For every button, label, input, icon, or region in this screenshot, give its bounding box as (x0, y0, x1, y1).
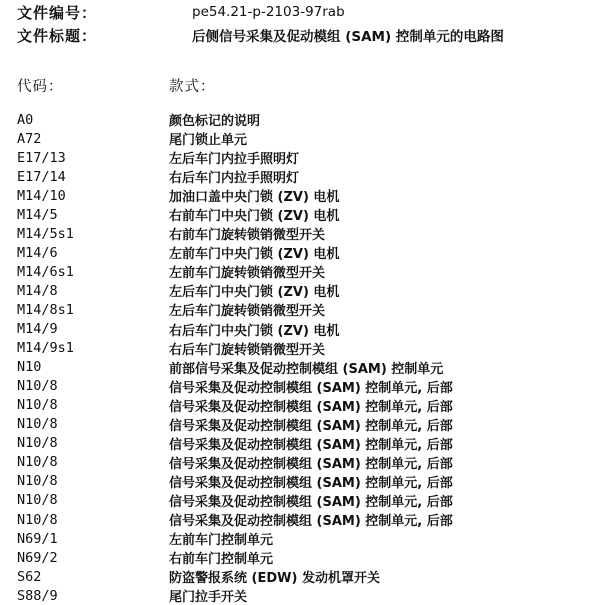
list-item (17, 224, 597, 243)
component-code: E17/14 (17, 168, 66, 185)
list-item (17, 510, 597, 529)
list-item (17, 453, 597, 472)
file-number-value: pe54.21-p-2103-97rab (192, 4, 345, 20)
component-code: E17/13 (17, 149, 66, 166)
component-code: N10 (17, 359, 42, 376)
list-item (17, 548, 597, 567)
component-code: N69/1 (17, 530, 58, 547)
component-code: S88/9 (17, 587, 58, 604)
list-item (17, 491, 597, 510)
component-code: M14/9s1 (17, 340, 74, 357)
list-item (17, 167, 597, 186)
list-item (17, 472, 597, 491)
component-code: S62 (17, 568, 42, 585)
component-code: M14/9 (17, 321, 58, 338)
component-description: 信号采集及促动控制模组 (SAM) 控制单元, 后部 (169, 418, 453, 434)
list-item (17, 262, 597, 281)
component-description: 前部信号采集及促动控制模组 (SAM) 控制单元 (169, 361, 444, 377)
list-item (17, 358, 597, 377)
component-code: N10/8 (17, 416, 58, 433)
component-description: 左后车门内拉手照明灯 (169, 152, 300, 168)
list-item (17, 339, 597, 358)
list-item (17, 434, 597, 453)
component-description: 信号采集及促动控制模组 (SAM) 控制单元, 后部 (169, 514, 453, 529)
code-column-header: 代码： (17, 79, 64, 95)
component-list (17, 110, 597, 605)
list-item (17, 243, 597, 262)
component-description: 加油口盖中央门锁 (ZV) 电机 (169, 190, 340, 206)
component-code: M14/5s1 (17, 225, 74, 242)
component-description: 左后车门中央门锁 (ZV) 电机 (169, 285, 340, 301)
component-description: 左前车门控制单元 (169, 533, 274, 549)
list-item (17, 320, 597, 339)
component-description: 右前车门控制单元 (169, 552, 274, 568)
component-code: M14/5 (17, 206, 58, 223)
file-number-label: 文件编号： (17, 3, 98, 22)
file-title-row (17, 25, 504, 45)
component-description: 右前车门旋转锁销微型开关 (169, 228, 326, 244)
list-item (17, 281, 597, 300)
list-item (17, 586, 597, 605)
file-title-value: 后侧信号采集及促动模组 (SAM) 控制单元的电路图 (192, 29, 504, 45)
list-item (17, 186, 597, 205)
style-column-header: 款式： (169, 79, 216, 95)
component-code: M14/8 (17, 282, 58, 299)
component-code: N10/8 (17, 492, 58, 509)
file-title-label: 文件标题： (17, 26, 98, 45)
component-description: 信号采集及促动控制模组 (SAM) 控制单元, 后部 (169, 456, 453, 472)
file-number-row (17, 2, 345, 22)
component-description: 信号采集及促动控制模组 (SAM) 控制单元, 后部 (169, 380, 453, 396)
list-item (17, 529, 597, 548)
component-code: N10/8 (17, 378, 58, 395)
component-description: 右后车门旋转锁销微型开关 (169, 342, 326, 358)
component-description: 信号采集及促动控制模组 (SAM) 控制单元, 后部 (169, 475, 453, 491)
component-code: N10/8 (17, 397, 58, 414)
component-code: N10/8 (17, 511, 58, 528)
list-item (17, 300, 597, 319)
component-description: 左后车门旋转锁销微型开关 (169, 304, 326, 320)
component-code: N10/8 (17, 435, 58, 452)
component-code: A0 (17, 111, 34, 128)
component-description: 信号采集及促动控制模组 (SAM) 控制单元, 后部 (169, 437, 453, 453)
list-item (17, 205, 597, 224)
component-description: 信号采集及促动控制模组 (SAM) 控制单元, 后部 (169, 399, 453, 415)
component-description: 信号采集及促动控制模组 (SAM) 控制单元, 后部 (169, 494, 453, 510)
component-description: 左前车门旋转锁销微型开关 (169, 266, 326, 282)
component-code: M14/6s1 (17, 263, 74, 280)
list-item (17, 377, 597, 396)
list-item (17, 129, 597, 148)
list-item (17, 396, 597, 415)
component-description: 尾门锁止单元 (169, 133, 248, 149)
component-code: N69/2 (17, 549, 58, 566)
component-description: 右后车门中央门锁 (ZV) 电机 (169, 323, 340, 339)
component-code: M14/6 (17, 244, 58, 261)
component-description: 尾门拉手开关 (169, 590, 248, 605)
component-code: A72 (17, 130, 42, 147)
component-code: N10/8 (17, 473, 58, 490)
component-description: 颜色标记的说明 (169, 114, 261, 130)
component-description: 右后车门内拉手照明灯 (169, 171, 300, 187)
list-item (17, 148, 597, 167)
component-description: 右前车门中央门锁 (ZV) 电机 (169, 209, 340, 225)
list-item (17, 110, 597, 129)
component-code: M14/10 (17, 187, 66, 204)
component-code: N10/8 (17, 454, 58, 471)
component-description: 防盗警报系统 (EDW) 发动机罩开关 (169, 571, 380, 587)
list-item (17, 567, 597, 586)
list-item (17, 415, 597, 434)
component-description: 左前车门中央门锁 (ZV) 电机 (169, 247, 340, 263)
component-code: M14/8s1 (17, 301, 74, 318)
